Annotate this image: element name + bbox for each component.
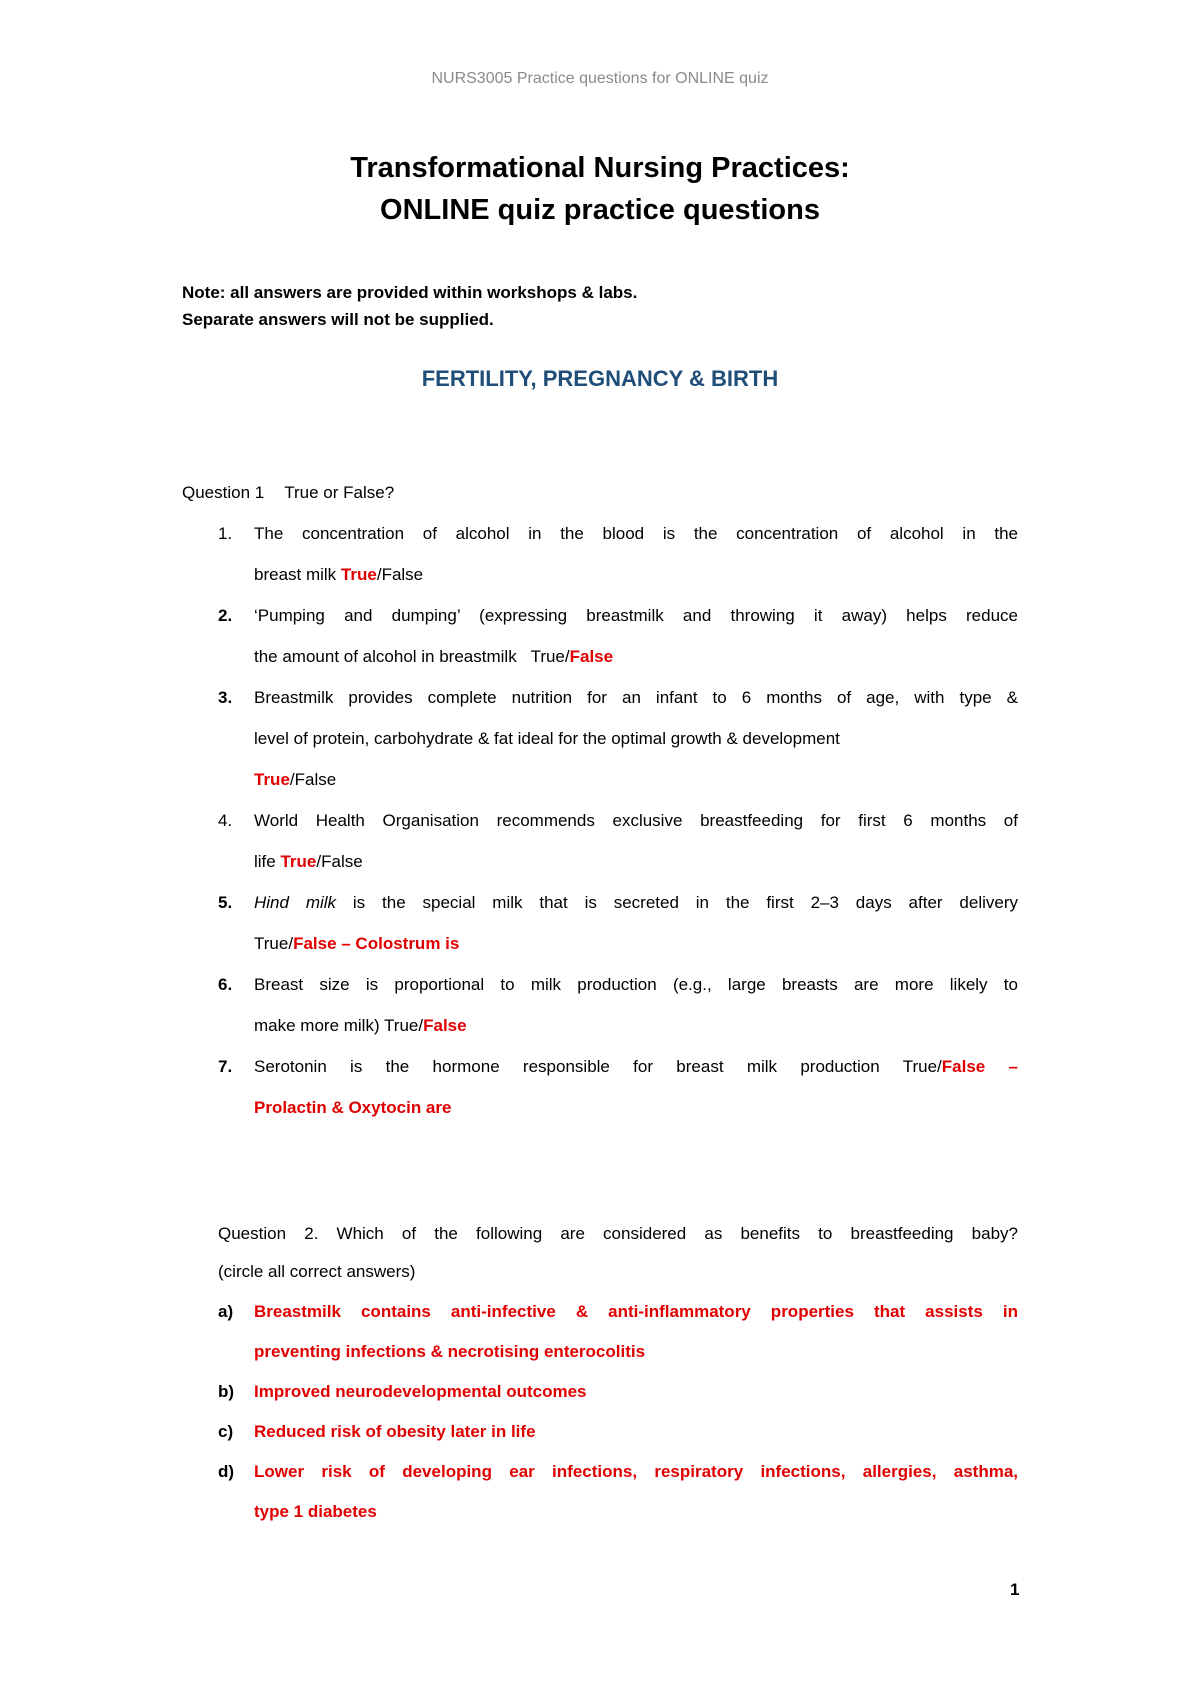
q1-item-6-line-1: Breast size is proportional to milk production (e.g., large breasts are more likely to [254,975,1018,994]
text-segment: False [321,852,363,871]
note-line-1: Note: all answers are provided within workshops & labs. [182,283,638,302]
q1-item-1-number: 1. [218,524,233,543]
answer-false: False [423,1016,467,1035]
q1-item-3-line-2: level of protein, carbohydrate & fat ideal for the optimal growth & development [254,729,840,748]
q1-item-7-line-2: Prolactin & Oxytocin are [254,1098,452,1117]
text-segment: / [289,770,295,789]
q2-option-c-line-1: Reduced risk of obesity later in life [254,1422,536,1441]
q1-item-5-number: 5. [218,893,233,912]
text-segment: Hind milk [254,893,337,912]
q1-item-3-line-3 [254,770,336,790]
section-title: FERTILITY, PREGNANCY & BIRTH [421,366,779,391]
question-2-prompt: Which of the following are considered as benefits to breastfeeding baby? [336,1224,1018,1243]
text-segment: / [316,852,322,871]
text-segment: False [381,565,424,584]
q1-item-2-line-2 [254,647,613,667]
text-segment: life [254,852,281,871]
q1-item-7-line-1 [254,1057,1018,1077]
question-2-heading [218,1224,1018,1244]
answer-true: True [340,565,377,584]
q1-item-1-line-2 [254,565,423,585]
text-segment: True [254,934,289,953]
answer-false: False [569,647,614,666]
q2-option-b-line-1: Improved neurodevelopmental outcomes [254,1382,587,1401]
running-header: NURS3005 Practice questions for ONLINE quiz [431,70,769,87]
answer-true: True [254,770,290,789]
question-2-instruction: (circle all correct answers) [218,1262,416,1281]
question-1-label: Question 1 [182,483,265,502]
note-line-2: Separate answers will not be supplied. [182,310,494,329]
document-title-line-2: ONLINE quiz practice questions [380,194,820,226]
text-segment: make more milk) [254,1016,385,1035]
q1-item-1-line-1: The concentration of alcohol in the blood is the concentration of alcohol in the [254,524,1018,543]
q2-option-a-line-2: preventing infections & necrotising enterocolitis [254,1342,646,1361]
q2-option-d-line-1: Lower risk of developing ear infections, respiratory infections, allergies, asthma, [254,1462,1018,1481]
text-segment: breast milk [254,565,341,584]
question-1-prompt: True or False? [284,483,395,502]
q2-option-d-line-2: type 1 diabetes [254,1502,377,1521]
q1-item-6-number: 6. [218,975,233,994]
q1-item-4-number: 4. [218,811,233,830]
question-1-heading [182,483,394,503]
text-segment: True [384,1016,419,1035]
q2-option-b-letter: b) [218,1382,235,1401]
text-segment: True [530,647,565,666]
document-title-line-1: Transformational Nursing Practices: [350,152,850,184]
text-segment: False [294,770,337,789]
text-segment: / [288,934,294,953]
question-2-label: Question 2. [218,1224,319,1243]
text-segment: True [902,1057,938,1076]
q2-option-a-line-1: Breastmilk contains anti-infective & anti-inflammatory properties that assists in [254,1302,1018,1321]
q1-item-4-line-1: World Health Organisation recommends exclusive breastfeeding for first 6 months of [254,811,1018,830]
answer-false: False – [941,1057,1018,1076]
q1-item-5-line-1 [254,893,1018,913]
answer-true: True [280,852,317,871]
text-segment: / [418,1016,424,1035]
q1-item-4-line-2 [254,852,363,872]
page-number: 1 [1010,1580,1020,1599]
text-segment: Serotonin is the hormone responsible for breast milk production [254,1057,903,1076]
text-segment: / [937,1057,942,1076]
q1-item-7-number: 7. [218,1057,233,1076]
answer-false: False – Colostrum is [293,934,460,953]
text-segment: the amount of alcohol in breastmilk [254,647,531,666]
q1-item-2-number: 2. [218,606,233,625]
q1-item-3-line-1: Breastmilk provides complete nutrition for an infant to 6 months of age, with type & [254,688,1018,707]
q2-option-a-letter: a) [218,1302,234,1321]
q2-option-c-letter: c) [218,1422,234,1441]
q1-item-2-line-1: ‘Pumping and dumping’ (expressing breastmilk and throwing it away) helps reduce [254,606,1018,625]
q1-item-3-number: 3. [218,688,233,707]
text-segment: is the special milk that is secreted in the first 2–3 days after delivery [336,893,1019,912]
text-segment: / [564,647,570,666]
q1-item-5-line-2 [254,934,459,954]
q1-item-6-line-2 [254,1016,467,1036]
text-segment: / [376,565,382,584]
q2-option-d-letter: d) [218,1462,235,1481]
